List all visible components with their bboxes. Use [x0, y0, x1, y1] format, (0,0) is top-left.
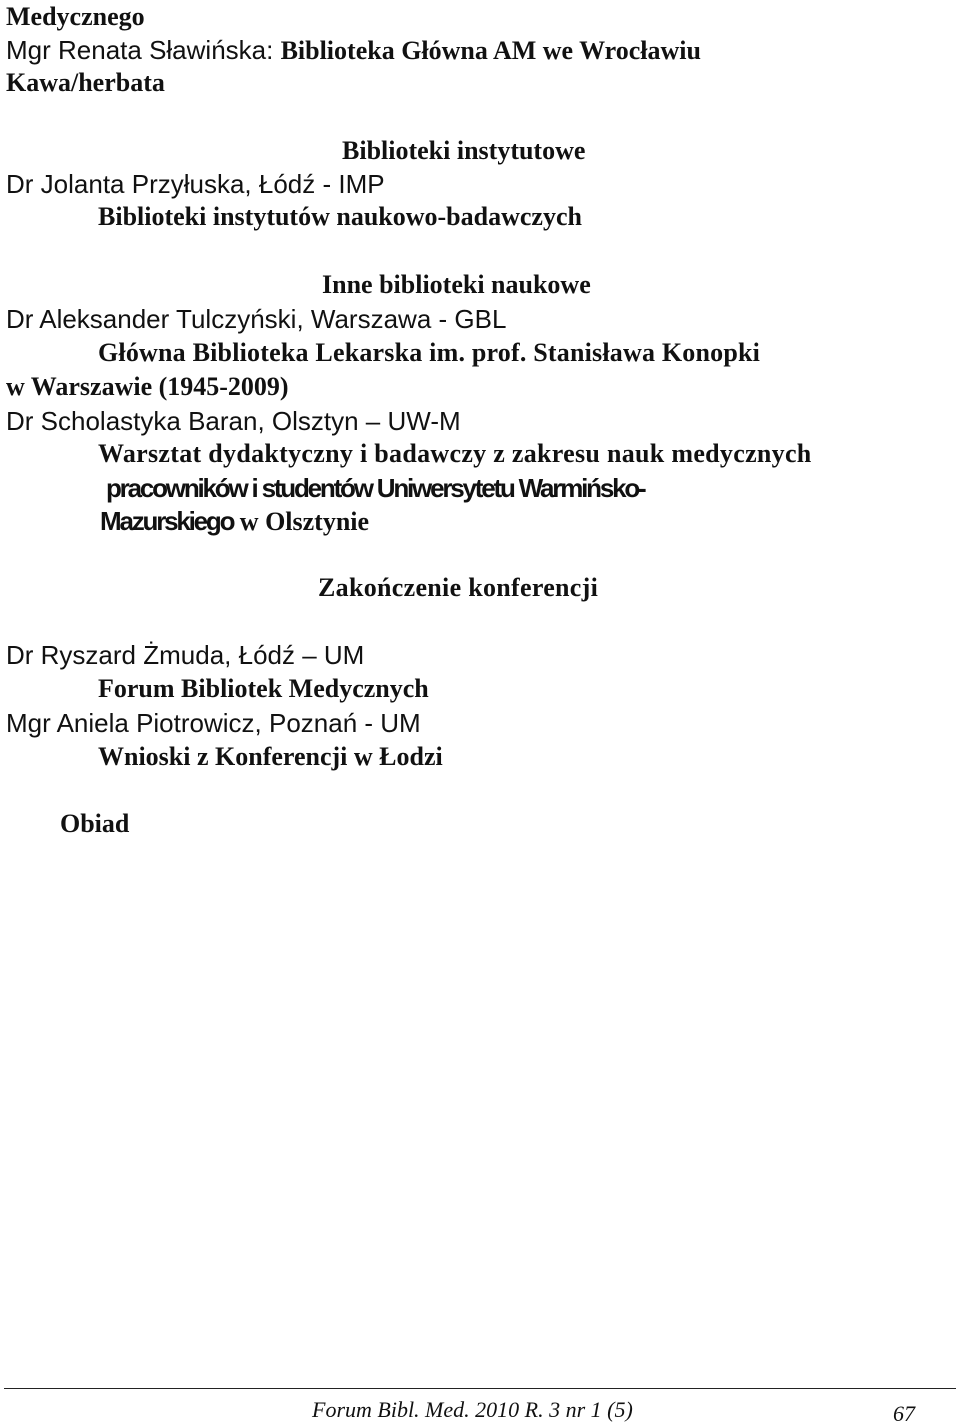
footer-page-number: 67 [893, 1401, 915, 1426]
section-heading-zakonczenie: Zakończenie konferencji [318, 573, 599, 602]
line-kawa: Kawa/herbata [6, 68, 165, 97]
speaker-slawinska: Mgr Renata Sławińska: [6, 35, 281, 65]
warsztat-olsztynie: w Olsztynie [233, 507, 370, 536]
speaker-zmuda: Dr Ryszard Żmuda, Łódź – UM [6, 640, 365, 670]
talk-title-slawinska: Biblioteka Główna AM we Wrocławiu [280, 36, 701, 65]
warsztat-mazurskiego: Mazurskiego [100, 506, 234, 536]
talk-title-gbl-line2: w Warszawie (1945-2009) [6, 372, 289, 401]
talk-title-warsztat-cont2 [100, 508, 369, 535]
talk-title-instytutow: Biblioteki instytutów naukowo-badawczych [98, 202, 582, 231]
talk-title-wnioski: Wnioski z Konferencji w Łodzi [98, 742, 443, 771]
speaker-tulczynski: Dr Aleksander Tulczyński, Warszawa - GBL [6, 304, 507, 334]
talk-title-warsztat: Warsztat dydaktyczny i badawczy z zakresu nauk medycznych [98, 439, 812, 468]
footer-divider [4, 1388, 956, 1389]
line-obiad: Obiad [60, 809, 130, 838]
speaker-przyluska: Dr Jolanta Przyłuska, Łódź - IMP [6, 169, 385, 199]
talk-title-warsztat-cont1: pracowników i studentów Uniwersytetu Warmińsko- [106, 473, 645, 503]
footer-journal: Forum Bibl. Med. 2010 R. 3 nr 1 (5) [312, 1397, 633, 1422]
speaker-piotrowicz: Mgr Aniela Piotrowicz, Poznań - UM [6, 708, 421, 738]
section-heading-inne: Inne biblioteki naukowe [322, 270, 591, 299]
line-medycznego: Medycznego [6, 2, 145, 31]
talk-title-gbl-line1: Główna Biblioteka Lekarska im. prof. Stanisława Konopki [98, 338, 761, 367]
speaker-baran: Dr Scholastyka Baran, Olsztyn – UW-M [6, 406, 461, 436]
section-heading-instytutowe: Biblioteki instytutowe [342, 136, 586, 165]
talk-title-forum: Forum Bibliotek Medycznych [98, 674, 429, 703]
line-slawinska [6, 37, 701, 64]
